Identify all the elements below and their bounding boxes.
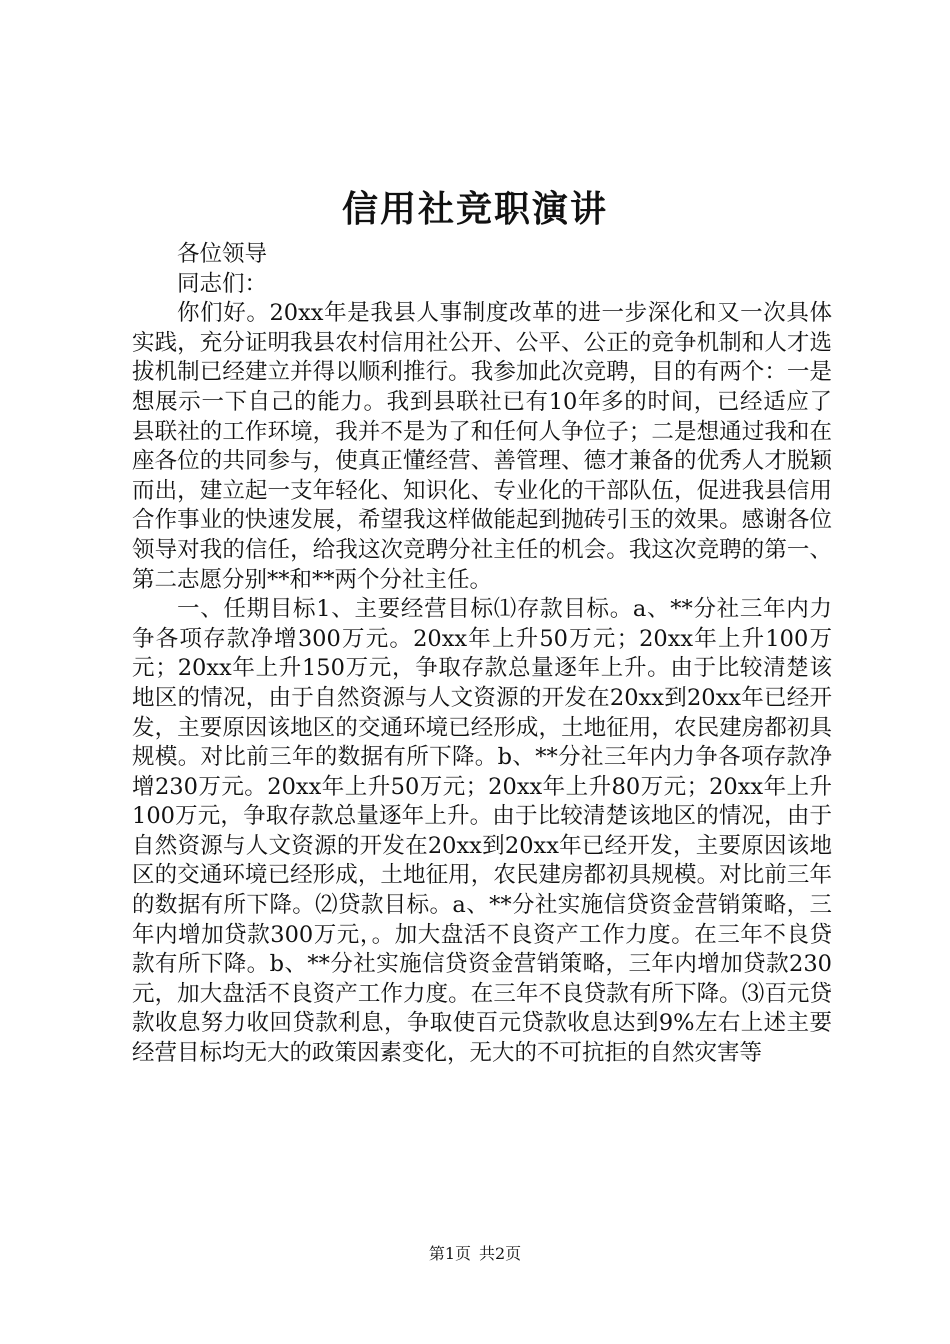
document-body (132, 240, 832, 1069)
page-total: 共2页 (479, 1244, 522, 1263)
document-title: 信用社竞职演讲 (341, 188, 608, 230)
salutation-comrades: 同志们： (177, 270, 268, 297)
page-number: 第1页 (428, 1244, 471, 1263)
body-paragraph-goals: 一、任期目标1、主要经营目标⑴存款目标。a、**分社三年内力争各项存款净增300万元。20xx年上升50万元；20xx年上升100万元；20xx年上升150万元，争取存款总量逐年上升。由于比较清楚该地区的情况，由于自然资源与人文资源的开发在20xx到20xx年已经开发，主要原因该地区的交通环境已经形成，土地征用，农民建房都初具规模。对比前三年的数据有所下降。b、**分社三年内力争各项存款净增230万元。20xx年上升50万元；20xx年上升80万元；20xx年上升100万元，争取存款总量逐年上升。由于比较清楚该地区的情况，由于自然资源与人文资源的开发在20xx到20xx年已经开发，主要原因该地区的交通环境已经形成，土地征用，农民建房都初具规模。对比前三年的数据有所下降。⑵贷款目标。a、**分社实施信贷资金营销策略，三年内增加贷款300万元，。加大盘活不良资产工作力度。在三年不良贷款有所下降。b、**分社实施信贷资金营销策略，三年内增加贷款230元，加大盘活不良资产工作力度。在三年不良贷款有所下降。⑶百元贷款收息努力收回贷款利息，争取使百元贷款收息达到9%左右上述主要经营目标均无大的政策因素变化，无大的不可抗拒的自然灾害等 (132, 596, 832, 1067)
page-footer (0, 1243, 950, 1265)
salutation-leaders: 各位领导 (177, 241, 268, 267)
body-paragraph-intro: 你们好。20xx年是我县人事制度改革的进一步深化和又一次具体实践，充分证明我县农村信用社公开、公平、公正的竞争机制和人才选拔机制已经建立并得以顺利推行。我参加此次竞聘，目的有两个：一是想展示一下自己的能力。我到县联社已有10年多的时间，已经适应了县联社的工作环境，我并不是为了和任何人争位子；二是想通过我和在座各位的共同参与，使真正懂经营、善管理、德才兼备的优秀人才脱颖而出，建立起一支年轻化、知识化、专业化的干部队伍，促进我县信用合作事业的快速发展，希望我这样做能起到抛砖引玉的效果。感谢各位领导对我的信任，给我这次竞聘分社主任的机会。我这次竞聘的第一、第二志愿分别**和**两个分社主任。 (132, 300, 832, 593)
